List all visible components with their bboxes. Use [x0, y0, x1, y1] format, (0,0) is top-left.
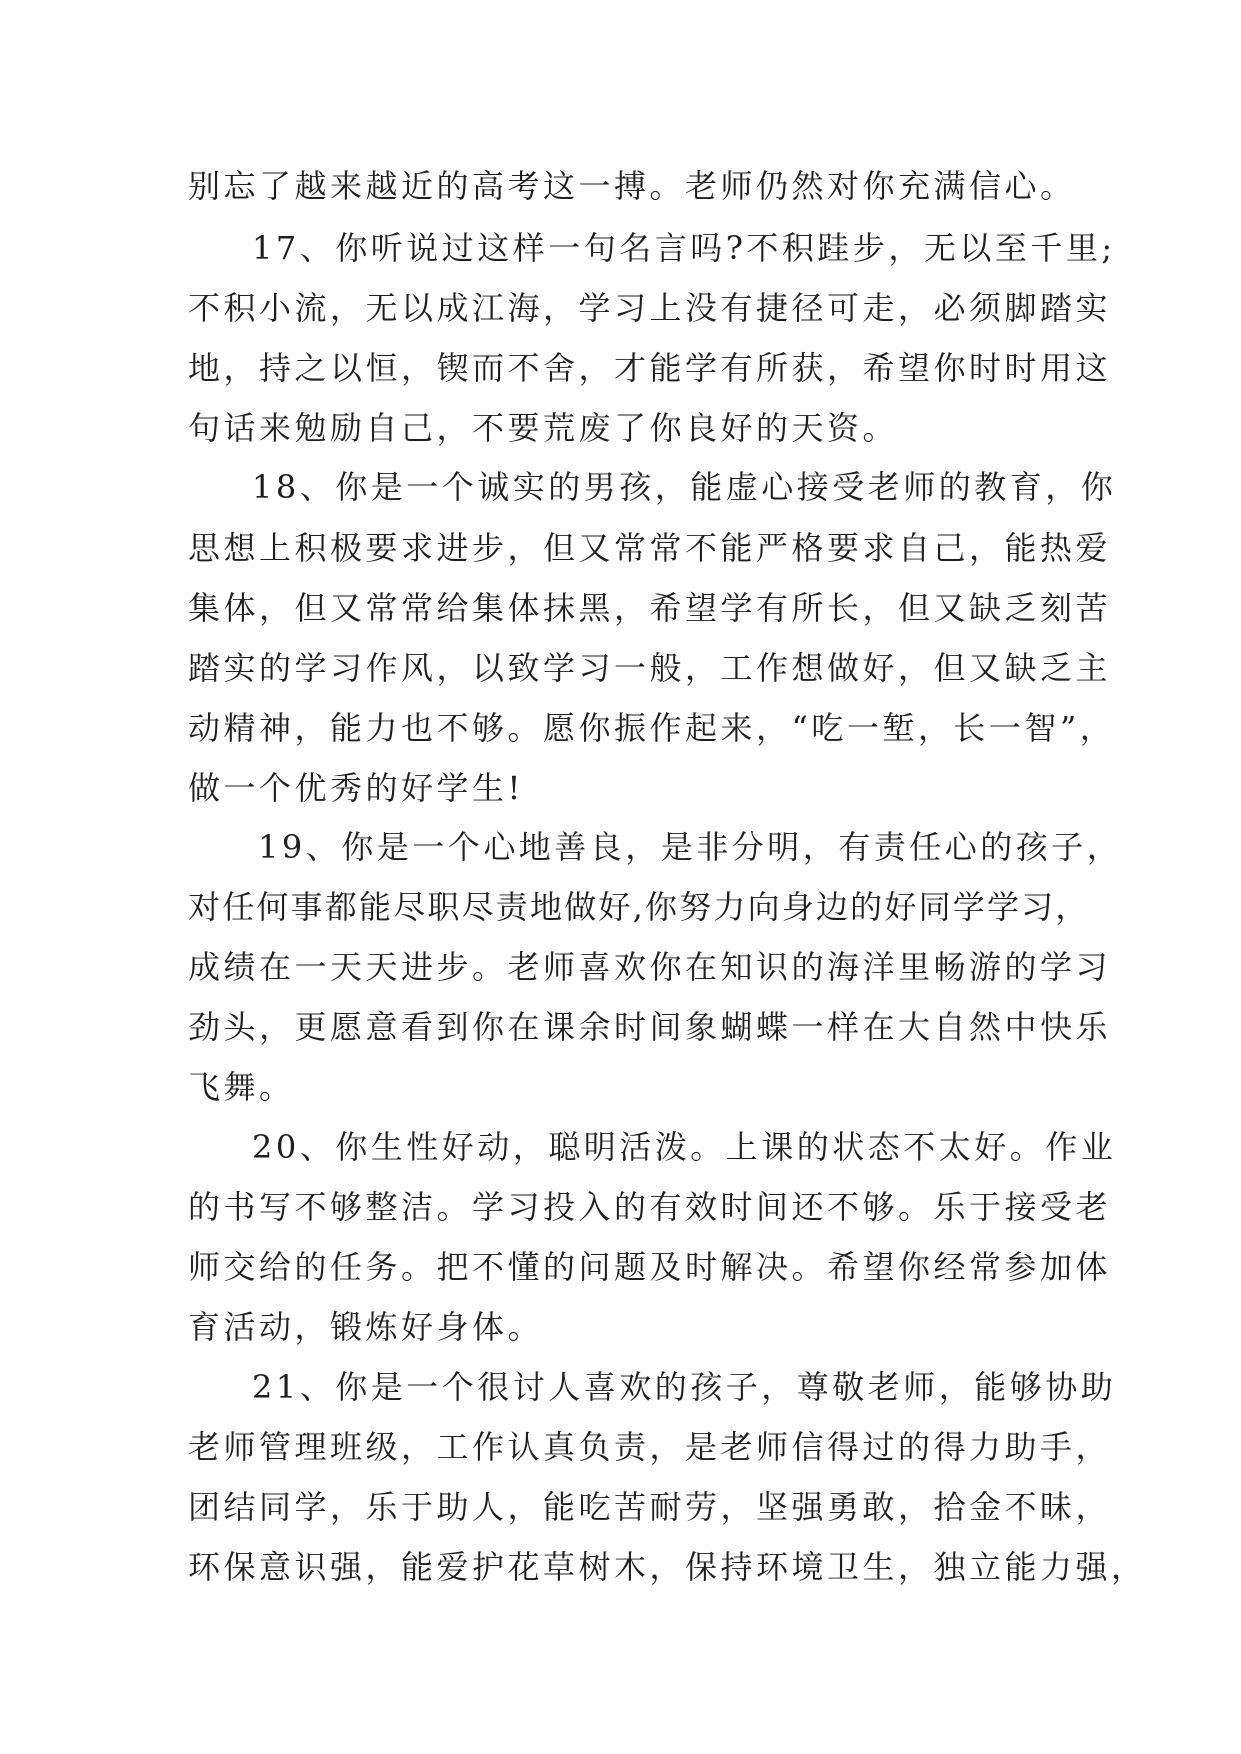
text-line: 团结同学，乐于助人，能吃苦耐劳，坚强勇敢，拾金不昧，: [188, 1488, 1112, 1526]
text-line: 成绩在一天天进步。老师喜欢你在知识的海洋里畅游的学习: [188, 948, 1112, 986]
paragraph-20-start: 20、你生性好动，聪明活泼。上课的状态不太好。作业: [252, 1128, 1117, 1166]
text-line: 踏实的学习作风，以致学习一般，工作想做好，但又缺乏主: [188, 649, 1112, 687]
text-line: 不积小流，无以成江海，学习上没有捷径可走，必须脚踏实: [188, 289, 1112, 327]
text-line: 思想上积极要求进步，但又常常不能严格要求自己，能热爱: [188, 529, 1112, 567]
text-line: 老师管理班级，工作认真负责，是老师信得过的得力助手，: [188, 1428, 1112, 1466]
paragraph-18-start: 18、你是一个诚实的男孩，能虚心接受老师的教育，你: [252, 468, 1117, 506]
text-line: 别忘了越来越近的高考这一搏。老师仍然对你充满信心。: [188, 167, 1076, 205]
paragraph-21-start: 21、你是一个很讨人喜欢的孩子，尊敬老师，能够协助: [252, 1368, 1117, 1406]
text-line: 做一个优秀的好学生!: [188, 769, 524, 807]
text-line: 飞舞。: [188, 1068, 295, 1106]
text-line: 环保意识强，能爱护花草树木，保持环境卫生，独立能力强，: [188, 1548, 1147, 1586]
text-line: 师交给的任务。把不懂的问题及时解决。希望你经常参加体: [188, 1248, 1112, 1286]
text-line: 对任何事都能尽职尽责地做好,你努力向身边的好同学学习，: [188, 888, 1090, 926]
text-line: 育活动，锻炼好身体。: [188, 1308, 544, 1346]
text-line: 劲头，更愿意看到你在课余时间象蝴蝶一样在大自然中快乐: [188, 1008, 1112, 1046]
text-line: 集体，但又常常给集体抹黑，希望学有所长，但又缺乏刻苦: [188, 589, 1112, 627]
text-line: 动精神，能力也不够。愿你振作起来，“吃一堑，长一智”，: [188, 709, 1116, 747]
text-line: 地，持之以恒，锲而不舍，才能学有所获，希望你时时用这: [188, 349, 1112, 387]
paragraph-17-start: 17、你听说过这样一句名言吗?不积跬步，无以至千里;: [252, 229, 1116, 267]
paragraph-19-start: 19、你是一个心地善良，是非分明，有责任心的孩子，: [258, 828, 1123, 866]
text-line: 的书写不够整洁。学习投入的有效时间还不够。乐于接受老: [188, 1188, 1112, 1226]
text-line: 句话来勉励自己，不要荒废了你良好的天资。: [188, 409, 899, 447]
